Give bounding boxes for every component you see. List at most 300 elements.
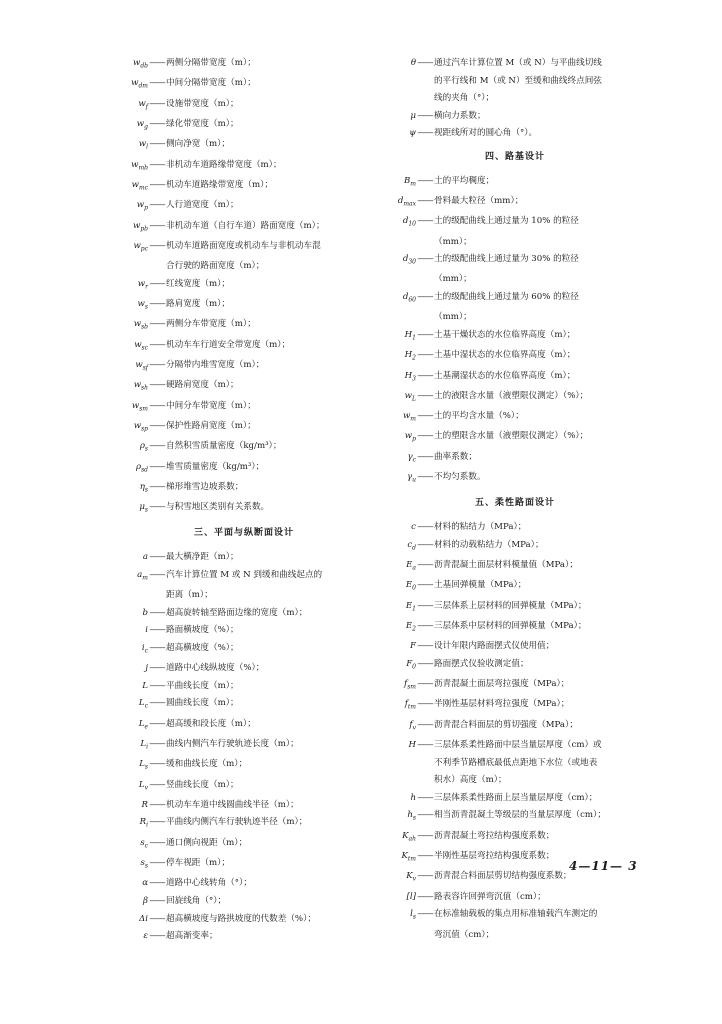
- em-dash: ——: [417, 472, 433, 483]
- symbol-description: 竖曲线长度（m）；: [166, 779, 239, 790]
- symbol-description: 红线宽度（m）；: [166, 278, 231, 289]
- em-dash: ——: [149, 569, 165, 580]
- symbol-description: 土基潮湿状态的水位临界高度（m）；: [434, 370, 576, 381]
- symbol-description: 缓和曲线长度（m）；: [166, 759, 248, 770]
- em-dash: ——: [417, 350, 433, 361]
- symbol-description: 土基中湿状态的水位临界高度（m）；: [434, 350, 576, 361]
- symbol: $K_{ah}$: [402, 830, 416, 843]
- em-dash: ——: [417, 719, 433, 730]
- symbol: $w_L$: [404, 390, 416, 403]
- em-dash: ——: [149, 299, 165, 310]
- em-dash: ——: [149, 240, 165, 251]
- symbol-entry: [118, 622, 370, 640]
- symbol-entry: [386, 55, 644, 73]
- em-dash: ——: [417, 600, 433, 611]
- symbol-entry: [118, 911, 370, 929]
- symbol-description: 机动车道路面宽度或机动车与非机动车混: [166, 240, 321, 251]
- em-dash: ——: [149, 359, 165, 370]
- symbol-description: 沥青混合料面层的剪切强度（MPa）；: [434, 719, 578, 730]
- symbol-description: 保护性路肩宽度（m）；: [166, 420, 256, 431]
- symbol-description: 汽车计算位置 M 或 N 到缓和曲线起点的: [166, 569, 323, 580]
- em-dash: ——: [149, 441, 165, 452]
- symbol-description: 人行道宽度（m）；: [166, 200, 239, 211]
- symbol: $f_{tm}$: [404, 699, 416, 712]
- symbol-entry: [386, 449, 644, 469]
- em-dash: ——: [417, 740, 433, 750]
- symbol: $w_{sc}$: [134, 339, 148, 352]
- symbol-entry: [118, 855, 370, 875]
- symbol: $H_1$: [404, 329, 416, 342]
- symbol-description: 土的平均含水量（%）；: [434, 411, 524, 422]
- symbol-entry: [118, 549, 370, 567]
- symbol-entry: [118, 276, 370, 296]
- description-continuation: 的平行线和 M（或 N）至缓和曲线终点间弦 线的夹角（°）；: [434, 75, 602, 104]
- symbol-entry: [386, 213, 644, 233]
- symbol-description: 硬路肩宽度（m）；: [166, 380, 239, 391]
- symbol: $L_e$: [138, 718, 148, 731]
- symbol: R: [141, 799, 148, 810]
- description-continuation: 弯沉值（cm）；: [434, 929, 495, 940]
- symbol: θ: [410, 58, 416, 68]
- symbol-entry: [386, 638, 644, 656]
- em-dash: ——: [149, 220, 165, 231]
- symbol: $w_s$: [137, 299, 148, 311]
- symbol-entry: [118, 357, 370, 377]
- symbol-entry: [386, 193, 644, 213]
- symbol-entry: [386, 289, 644, 309]
- symbol-entry: [386, 537, 644, 557]
- symbol-entry: [118, 136, 370, 156]
- em-dash: ——: [417, 411, 433, 422]
- symbol: $s_s$: [140, 858, 148, 870]
- symbol: $\eta_s$: [139, 481, 148, 494]
- symbol-entry: [386, 737, 644, 755]
- symbol-entry: [118, 55, 370, 75]
- em-dash: ——: [149, 607, 165, 618]
- symbol-description: 土的级配曲线上通过量为 10% 的粒径: [434, 216, 579, 227]
- symbol: $H_3$: [404, 370, 416, 383]
- symbol: $c_d$: [407, 539, 416, 552]
- symbol: $w_{pb}$: [132, 220, 148, 233]
- symbol-description: 土的级配曲线上通过量为 30% 的粒径: [434, 254, 579, 265]
- description-continuation: （mm）；: [434, 312, 472, 323]
- symbol-description: 路面横坡度（%）；: [166, 625, 239, 636]
- symbol-entry: [118, 116, 370, 136]
- symbol: $w_p$: [404, 431, 416, 444]
- symbol-description: 超高缓和段长度（m）；: [166, 718, 256, 729]
- symbol-description: 曲率系数；: [434, 451, 477, 462]
- em-dash: ——: [417, 620, 433, 631]
- em-dash: ——: [149, 400, 165, 411]
- symbol-entry: [118, 695, 370, 715]
- em-dash: ——: [417, 699, 433, 710]
- symbol: $w_r$: [137, 278, 148, 291]
- right-column: [386, 55, 644, 944]
- em-dash: ——: [417, 580, 433, 591]
- symbol-description: 两侧分车带宽度（m）；: [166, 319, 256, 330]
- em-dash: ——: [149, 319, 165, 330]
- symbol-description: 沥青混凝土面层材料模量值（MPa）；: [434, 559, 578, 570]
- em-dash: ——: [417, 559, 433, 570]
- symbol: $d_{max}$: [397, 195, 416, 208]
- symbol: $f_v$: [409, 719, 416, 732]
- symbol-description: 机动车车道中线圆曲线半径（m）；: [166, 799, 299, 810]
- symbol: $B_m$: [403, 175, 416, 188]
- symbol-entry: [118, 479, 370, 499]
- em-dash: ——: [149, 552, 165, 563]
- symbol: $w_g$: [136, 118, 148, 131]
- symbol: $w_m$: [402, 411, 416, 423]
- symbol-entry: [118, 238, 370, 258]
- em-dash: ——: [417, 195, 433, 206]
- symbol-entry: [118, 418, 370, 438]
- symbol-entry: [386, 173, 644, 193]
- symbol-description: 土的平均稠度；: [434, 175, 495, 186]
- em-dash: ——: [417, 830, 433, 841]
- symbol-entry: [118, 96, 370, 116]
- em-dash: ——: [417, 641, 433, 652]
- symbol: $\rho_{sd}$: [136, 461, 148, 474]
- section-heading: 三、平面与纵断面设计: [193, 528, 294, 539]
- description-continuation: 不利季节路槽底最低点距地下水位（或地表 积水）高度（m）；: [434, 757, 598, 786]
- symbol: a: [142, 552, 148, 563]
- em-dash: ——: [417, 792, 433, 803]
- em-dash: ——: [149, 200, 165, 211]
- symbol: $\rho_s$: [139, 441, 148, 453]
- em-dash: ——: [417, 451, 433, 462]
- symbol-description: 自然积雪质量密度（kg/m³）；: [166, 441, 282, 452]
- em-dash: ——: [149, 98, 165, 109]
- symbol-entry: [118, 736, 370, 756]
- symbol-entry: [386, 577, 644, 597]
- symbol-description: 沥青混凝土面层弯拉强度（MPa）；: [434, 679, 570, 690]
- em-dash: ——: [417, 679, 433, 690]
- em-dash: ——: [417, 390, 433, 401]
- symbol: $E_0$: [405, 580, 416, 592]
- symbol: $w_{sh}$: [133, 380, 148, 392]
- symbol-entry: [118, 197, 370, 217]
- symbol-entry: [386, 807, 644, 827]
- symbol: $F_0$: [406, 658, 416, 671]
- em-dash: ——: [417, 431, 433, 442]
- em-dash: ——: [149, 895, 165, 906]
- symbol-entry: [386, 557, 644, 577]
- em-dash: ——: [417, 539, 433, 550]
- symbol-description: 通过汽车计算位置 M（或 N）与平曲线切线: [434, 58, 602, 68]
- description-continuation: 距离（m）；: [166, 589, 213, 600]
- symbol-description: 设施带宽度（m）；: [166, 98, 239, 109]
- symbol-description: 路面摆式仪验收测定值；: [434, 658, 529, 669]
- symbol-description: 绿化带宽度（m）；: [166, 118, 239, 129]
- symbol: $i_c$: [141, 642, 148, 655]
- em-dash: ——: [149, 837, 165, 848]
- symbol-description: 视距线所对的圆心角（°）。: [434, 128, 538, 139]
- em-dash: ——: [149, 58, 165, 68]
- em-dash: ——: [417, 871, 433, 882]
- symbol: $d_{30}$: [402, 254, 416, 266]
- symbol: $w_{pc}$: [133, 240, 148, 253]
- symbol-entry: [118, 640, 370, 660]
- symbol-description: 最大横净距（m）；: [166, 552, 239, 563]
- symbol-entry: [386, 618, 644, 638]
- symbol-entry: [118, 797, 370, 815]
- symbol-description: 不均匀系数。: [434, 472, 486, 483]
- symbol-description: 通口侧向视距（m）；: [166, 837, 248, 848]
- symbol-entry: [118, 337, 370, 357]
- symbol-description: 相当沥青混凝土等级层的当量层厚度（cm）；: [434, 810, 606, 821]
- em-dash: ——: [149, 878, 165, 889]
- symbol-description: 骨料最大粒径（mm）；: [434, 195, 524, 206]
- symbol: $w_f$: [138, 98, 148, 111]
- symbol-entry: [386, 519, 644, 537]
- em-dash: ——: [417, 810, 433, 821]
- symbol-entry: [118, 875, 370, 893]
- symbol: $w_{sm}$: [131, 400, 148, 413]
- em-dash: ——: [417, 292, 433, 302]
- symbol: F: [410, 641, 416, 652]
- em-dash: ——: [149, 481, 165, 492]
- symbol-entry: [118, 177, 370, 197]
- symbol: $w_{dm}$: [131, 78, 148, 91]
- symbol-entry: [118, 835, 370, 855]
- em-dash: ——: [417, 216, 433, 227]
- symbol: i: [145, 625, 148, 636]
- em-dash: ——: [149, 663, 165, 674]
- symbol: Δi: [139, 913, 148, 924]
- symbol-description: 回旋线角（°）；: [166, 895, 227, 906]
- symbol-entry: [118, 499, 370, 519]
- symbol-description: 分隔带内堆雪宽度（m）；: [166, 359, 265, 370]
- description-continuation: 合行驶的路面宽度（m）；: [166, 261, 265, 272]
- symbol-description: 停车视距（m）；: [166, 858, 231, 869]
- symbol: j: [145, 663, 148, 674]
- symbol-entry: [118, 296, 370, 316]
- symbol-description: 土的级配曲线上通过量为 60% 的粒径: [434, 292, 579, 302]
- symbol-description: 横向力系数；: [434, 110, 486, 121]
- left-column: [118, 55, 370, 946]
- em-dash: ——: [149, 698, 165, 709]
- symbol-entry: [118, 75, 370, 95]
- symbol-entry: [386, 598, 644, 618]
- symbol: $d_{10}$: [402, 216, 416, 228]
- em-dash: ——: [417, 175, 433, 186]
- symbol: $d_{60}$: [402, 292, 416, 304]
- em-dash: ——: [417, 851, 433, 861]
- symbol-entry: [386, 790, 644, 808]
- symbol: α: [142, 878, 148, 889]
- symbol: $E_2$: [405, 620, 416, 633]
- symbol-description: 超高旋转轴至路面边缘的宽度（m）；: [166, 607, 308, 618]
- symbol-description: 超高渐变率；: [166, 931, 218, 942]
- em-dash: ——: [149, 680, 165, 691]
- symbol: μ: [410, 110, 416, 121]
- symbol: $R_i$: [139, 817, 148, 830]
- em-dash: ——: [149, 642, 165, 653]
- symbol: $H_2$: [404, 350, 416, 362]
- symbol-entry: [386, 717, 644, 737]
- symbol-entry: [386, 108, 644, 126]
- symbol-entry: [386, 388, 644, 408]
- symbol: $l_s$: [410, 909, 416, 921]
- em-dash: ——: [149, 799, 165, 810]
- em-dash: ——: [149, 78, 165, 89]
- symbol-description: 三层体系上层材料的回弹模量（MPa）；: [434, 600, 587, 611]
- symbol-description: 梯形堆雪边坡系数；: [166, 481, 244, 492]
- em-dash: ——: [149, 139, 165, 150]
- symbol: $h_s$: [407, 810, 416, 823]
- symbol-entry: [386, 469, 644, 489]
- symbol: $K_{tm}$: [401, 851, 416, 863]
- symbol-description: 沥青混凝土弯拉结构强度系数；: [434, 830, 555, 841]
- symbol-description: 道路中心线纵坡度（%）；: [166, 663, 265, 674]
- symbol: $\mu_s$: [139, 502, 148, 514]
- symbol: ε: [143, 931, 148, 942]
- symbol-entry: [386, 656, 644, 676]
- symbol-entry: [118, 567, 370, 587]
- symbol-entry: [118, 605, 370, 623]
- em-dash: ——: [417, 329, 433, 340]
- symbol-description: 曲线内侧汽车行驶轨迹长度（m）；: [166, 738, 299, 749]
- symbol-entry: [386, 889, 644, 907]
- symbol: h: [410, 792, 416, 803]
- symbol-description: 与积雪地区类别有关系数。: [166, 502, 270, 513]
- em-dash: ——: [149, 179, 165, 190]
- symbol-entry: [386, 327, 644, 347]
- em-dash: ——: [149, 380, 165, 391]
- symbol-entry: [386, 408, 644, 428]
- symbol-entry: [118, 928, 370, 946]
- symbol-description: 材料的粘结力（MPa）；: [434, 522, 527, 532]
- symbol-description: 中间分隔带宽度（m）；: [166, 78, 256, 89]
- em-dash: ——: [417, 128, 433, 139]
- symbol-description: 平曲线内侧汽车行驶轨迹半径（m）；: [166, 817, 308, 828]
- em-dash: ——: [149, 339, 165, 350]
- section-heading: 五、柔性路面设计: [474, 498, 555, 509]
- symbol-entry: [118, 678, 370, 696]
- em-dash: ——: [417, 909, 433, 920]
- symbol-entry: [118, 438, 370, 458]
- em-dash: ——: [149, 159, 165, 170]
- symbol-entry: [118, 218, 370, 238]
- symbol-entry: [118, 316, 370, 336]
- symbol-description: 土的塑限含水量（液塑限仪测定）（%）；: [434, 431, 589, 442]
- symbol-entry: [118, 157, 370, 177]
- em-dash: ——: [417, 110, 433, 121]
- symbol-description: 两侧分隔带宽度（m）；: [166, 58, 256, 68]
- symbol-entry: [386, 428, 644, 448]
- em-dash: ——: [149, 461, 165, 472]
- symbol: $L_c$: [138, 698, 148, 710]
- symbol: b: [142, 607, 148, 618]
- symbol: $w_p$: [136, 200, 148, 212]
- symbol-description: 三层体系中层材料的回弹模量（MPa）；: [434, 620, 587, 631]
- symbol: $w_{sb}$: [133, 319, 148, 332]
- symbol: $E_1$: [405, 600, 416, 613]
- symbol-entry: [386, 368, 644, 388]
- em-dash: ——: [149, 278, 165, 289]
- em-dash: ——: [149, 625, 165, 636]
- symbol-description: 设计年限内路面摆式仪使用值；: [434, 641, 555, 652]
- symbol-description: 中间分车带宽度（m）；: [166, 400, 256, 411]
- symbol-entry: [386, 828, 644, 848]
- em-dash: ——: [149, 931, 165, 942]
- symbol-entry: [118, 893, 370, 911]
- symbol-entry: [386, 696, 644, 716]
- symbol: c: [411, 522, 416, 532]
- section-heading: 四、路基设计: [484, 151, 545, 162]
- symbol: $a_m$: [137, 569, 148, 582]
- symbol: $E_a$: [406, 559, 416, 572]
- em-dash: ——: [149, 420, 165, 431]
- em-dash: ——: [417, 254, 433, 265]
- symbol: $L_v$: [138, 779, 148, 792]
- symbol-entry: [118, 716, 370, 736]
- symbol-description: 超高横坡度与路拱坡度的代数差（%）；: [166, 913, 316, 924]
- symbol-description: 圆曲线长度（m）；: [166, 698, 239, 709]
- symbol: ψ: [409, 128, 416, 139]
- symbol-entry: [118, 814, 370, 834]
- em-dash: ——: [149, 858, 165, 869]
- symbol-description: 堆雪质量密度（kg/m³）；: [166, 461, 265, 472]
- symbol-description: 道路中心线转角（°）；: [166, 878, 252, 889]
- em-dash: ——: [149, 118, 165, 129]
- symbol-entry: [386, 347, 644, 367]
- symbol: [l]: [406, 891, 416, 902]
- symbol-description: 机动车道路缘带宽度（m）；: [166, 179, 273, 190]
- symbol: $w_{sf}$: [135, 359, 148, 372]
- em-dash: ——: [149, 718, 165, 729]
- em-dash: ——: [417, 522, 433, 532]
- symbol-description: 超高横坡度（%）；: [166, 642, 239, 653]
- symbol-description: 三层体系柔性路面中层当量层厚度（cm）或: [434, 740, 602, 750]
- symbol-entry: [118, 459, 370, 479]
- description-continuation: （mm）；: [434, 236, 472, 247]
- symbol-entry: [118, 756, 370, 776]
- symbol-description: 土的液限含水量（液塑限仪测定）（%）；: [434, 390, 589, 401]
- symbol-description: 路表容许回弹弯沉值（cm）；: [434, 891, 546, 902]
- page-number: 4—11— 3: [569, 859, 638, 873]
- symbol: $w_{mc}$: [131, 179, 148, 192]
- symbol-entry: [118, 777, 370, 797]
- symbol-entry: [386, 676, 644, 696]
- symbol: $s_c$: [140, 837, 148, 850]
- symbol: $w_{mb}$: [131, 159, 148, 172]
- symbol-description: 在标准轴载板的集点用标准轴载汽车测定的: [434, 909, 598, 920]
- symbol: β: [143, 895, 148, 906]
- symbol: $K_v$: [406, 871, 416, 884]
- symbol-description: 非机动车道（自行车道）路面宽度（m）；: [166, 220, 325, 231]
- symbol: $w_{sp}$: [133, 420, 148, 433]
- symbol: $\gamma_c$: [407, 451, 416, 464]
- em-dash: ——: [149, 779, 165, 790]
- symbol: L: [142, 680, 148, 691]
- symbol: $w_l$: [138, 139, 148, 151]
- em-dash: ——: [149, 759, 165, 770]
- symbol: $w_{db}$: [132, 58, 148, 70]
- em-dash: ——: [149, 502, 165, 513]
- em-dash: ——: [149, 817, 165, 828]
- symbol-entry: [118, 660, 370, 678]
- symbol-description: 路肩宽度（m）；: [166, 299, 231, 310]
- symbol-description: 非机动车道路缘带宽度（m）；: [166, 159, 282, 170]
- em-dash: ——: [417, 891, 433, 902]
- symbol: $L_s$: [139, 759, 148, 771]
- description-continuation: （mm）；: [434, 274, 472, 285]
- em-dash: ——: [149, 738, 165, 749]
- symbol-entry: [386, 906, 644, 926]
- em-dash: ——: [417, 370, 433, 381]
- symbol-entry: [386, 125, 644, 143]
